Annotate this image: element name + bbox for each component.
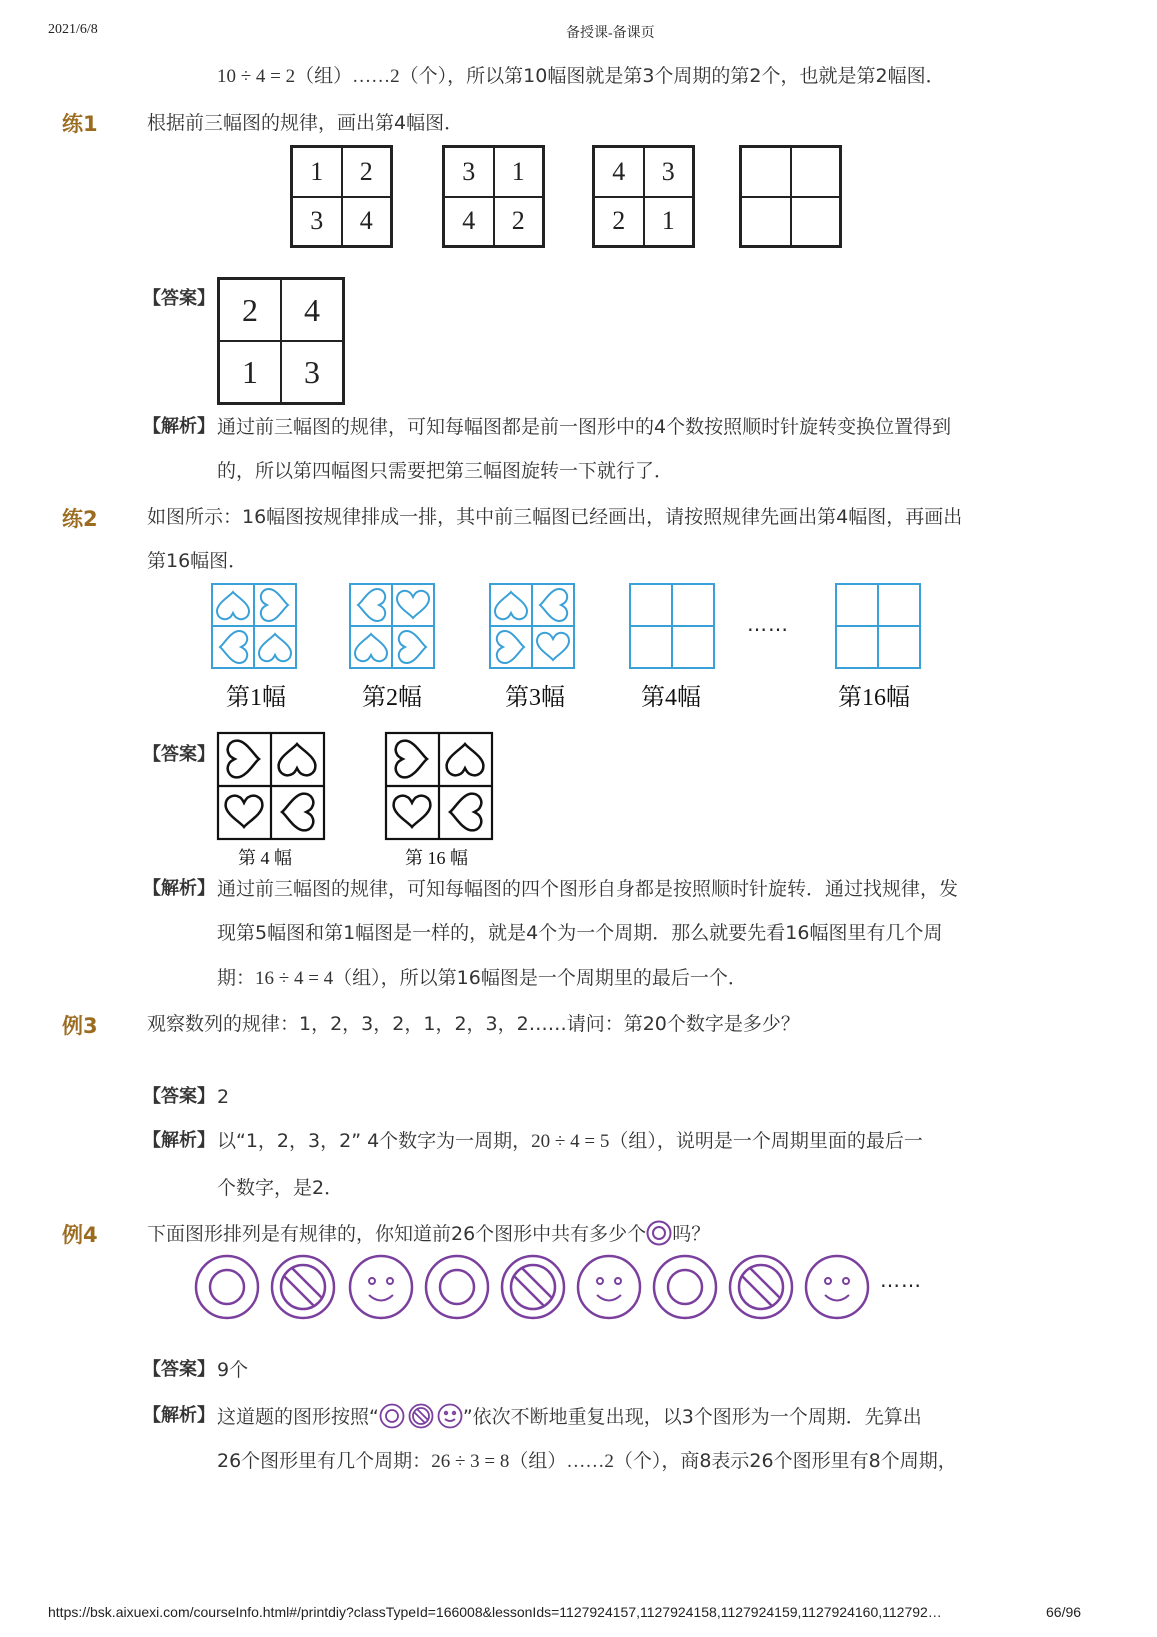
ex2-caption-3: 第3幅 [505, 685, 565, 711]
ex1-figure-1-cell: 2 [342, 147, 392, 197]
ex2-question-line-1: 如图所示：16幅图按规律排成一排，其中前三幅图已经画出，请按照规律先画出第4幅图，再画出 [147, 506, 963, 528]
ex1-figure-4-cell [791, 147, 841, 197]
ex2-ellipsis: …… [747, 612, 789, 636]
ex1-answer-cell: 4 [281, 279, 343, 341]
ex1-figure-2-cell: 2 [494, 197, 544, 247]
ex1-figure-2-cell: 3 [444, 147, 494, 197]
top-formula: 10 ÷ 4 = 2（组）……2（个） [217, 66, 448, 87]
ex4-analysis-pre: 这道题的图形按照“ [217, 1406, 379, 1428]
heart-figure-16-blank [836, 584, 920, 668]
ex2-answer-caption-16: 第 16 幅 [405, 848, 468, 868]
smile-icon [806, 1256, 868, 1318]
exercise-1-label: 练1 [62, 112, 98, 136]
example-4-label: 例4 [62, 1223, 98, 1247]
top-continuation-line [217, 63, 945, 90]
footer-url: https://bsk.aixuexi.com/courseInfo.html#/printdiy?classTypeId=166008&lessonIds=1127924157,1127924158,1127924159,1127924160,112792… [48, 1604, 942, 1620]
heart-figure-1 [212, 584, 296, 668]
ex4-inline-cycle-icons [379, 1403, 463, 1429]
ex1-figure-1-cell: 1 [292, 147, 342, 197]
ex1-figure-4-cell [741, 147, 791, 197]
ex1-figure-4-cell [741, 197, 791, 247]
ex3-analysis-line-1 [217, 1128, 923, 1155]
ex4-analysis-post: ”依次不断地重复出现，以3个图形为一个周期．先算出 [462, 1406, 922, 1428]
ex1-figure-3-cell: 2 [594, 197, 644, 247]
ex4-answer-tag: 【答案】 [143, 1359, 215, 1380]
ex3-analysis-formula: 20 ÷ 4 = 5（组） [531, 1131, 657, 1152]
ex1-figure-3-cell: 1 [644, 197, 694, 247]
ex4-ellipsis: …… [880, 1268, 922, 1292]
ex3-answer: 2 [217, 1086, 230, 1108]
top-text: ，所以第10幅图就是第3个周期的第2个，也就是第2幅图． [447, 65, 945, 87]
ex3-question: 观察数列的规律：1，2，3，2，1，2，3，2……请问：第20个数字是多少？ [147, 1013, 800, 1035]
ex1-figure-3-cell: 4 [594, 147, 644, 197]
ex2-analysis-line-1: 通过前三幅图的规律，可知每幅图的四个图形自身都是按照顺时针旋转．通过找规律，发 [217, 878, 959, 900]
ex2-question-line-2: 第16幅图． [147, 550, 248, 572]
answer-figure-4 [218, 733, 324, 839]
ring-icon [426, 1256, 488, 1318]
prohibit-icon [730, 1256, 792, 1318]
ex1-figure-3-cell: 3 [644, 147, 694, 197]
exercise-2-label: 练2 [62, 507, 98, 531]
ex1-answer-cell: 1 [219, 341, 281, 403]
prohibit-icon [272, 1256, 334, 1318]
ex1-figure-2-cell: 1 [494, 147, 544, 197]
ex2-analysis-line-3-pre: 期： [217, 967, 256, 989]
exercise-1-question: 根据前三幅图的规律，画出第4幅图． [147, 112, 464, 134]
ex4-question-post: 吗？ [672, 1223, 711, 1245]
ex1-answer-cell: 2 [219, 279, 281, 341]
ex2-caption-1: 第1幅 [226, 685, 286, 711]
ex4-analysis-line-2 [217, 1448, 957, 1475]
smile-icon [578, 1256, 640, 1318]
ring-icon [646, 1220, 672, 1246]
ex1-figure-2-cell: 4 [444, 197, 494, 247]
ex1-figure-1 [290, 145, 393, 248]
print-date: 2021/6/8 [48, 22, 98, 37]
ex4-analysis-line-2-pre: 26个图形里有几个周期： [217, 1450, 432, 1472]
ex2-caption-4: 第4幅 [641, 685, 701, 711]
smile-icon [350, 1256, 412, 1318]
ex2-caption-2: 第2幅 [362, 685, 422, 711]
heart-figure-2 [350, 584, 434, 668]
heart-figure-3 [490, 584, 574, 668]
ex1-figure-1-cell: 3 [292, 197, 342, 247]
example-3-label: 例3 [62, 1014, 98, 1038]
ex4-question-pre: 下面图形排列是有规律的，你知道前26个图形中共有多少个 [147, 1223, 647, 1245]
ex2-heart-figures [200, 575, 940, 715]
ex1-figure-3 [592, 145, 695, 248]
ex1-figure-2 [442, 145, 545, 248]
ex4-analysis-formula: 26 ÷ 3 = 8（组）……2（个） [431, 1451, 662, 1472]
ex2-analysis-tag: 【解析】 [143, 878, 215, 899]
ex1-analysis-line-2: 的，所以第四幅图只需要把第三幅图旋转一下就行了． [217, 460, 674, 482]
ex2-analysis-line-2: 现第5幅图和第1幅图是一样的，就是4个为一个周期．那么就要先看16幅图里有几个周 [217, 922, 943, 944]
answer-figure-16 [386, 733, 492, 839]
prohibit-icon [502, 1256, 564, 1318]
ex1-figure-1-cell: 4 [342, 197, 392, 247]
ex4-question [147, 1220, 710, 1247]
ex3-analysis-line-2: 个数字，是2． [217, 1177, 344, 1199]
ex3-analysis-pre: 以“1，2，3，2” 4个数字为一周期， [217, 1130, 532, 1152]
ex4-analysis-line-2-post: ，商8表示26个图形里有8个周期， [661, 1450, 957, 1472]
ex1-figure-4-cell [791, 197, 841, 247]
ex1-answer-tag: 【答案】 [143, 288, 215, 309]
ex1-figure-4-blank [739, 145, 842, 248]
ex2-analysis-line-3-post: ，所以第16幅图是一个周期里的最后一个． [380, 967, 747, 989]
ex2-answer-tag: 【答案】 [143, 744, 215, 765]
ex1-answer-cell: 3 [281, 341, 343, 403]
ex2-analysis-formula: 16 ÷ 4 = 4（组） [255, 968, 381, 989]
ex3-answer-tag: 【答案】 [143, 1086, 215, 1107]
ex4-answer: 9个 [217, 1359, 249, 1381]
ring-icon [654, 1256, 716, 1318]
ex2-answer-figures [210, 728, 510, 846]
ex1-answer-figure [217, 277, 345, 405]
ex4-analysis-tag: 【解析】 [143, 1405, 215, 1426]
ex3-analysis-post: ，说明是一个周期里面的最后一 [656, 1130, 923, 1152]
ring-icon [196, 1256, 258, 1318]
ex1-analysis-line-1: 通过前三幅图的规律，可知每幅图都是前一图形中的4个数按照顺时针旋转变换位置得到 [217, 416, 952, 438]
ex4-symbol-sequence [185, 1250, 885, 1330]
ex2-analysis-line-3 [217, 965, 747, 992]
ex4-analysis-line-1 [217, 1403, 922, 1430]
page-header-title: 备授课-备课页 [566, 26, 655, 41]
footer-page-number: 66/96 [1046, 1604, 1082, 1620]
ex3-analysis-tag: 【解析】 [143, 1130, 215, 1151]
ex2-caption-16: 第16幅 [838, 685, 910, 711]
ex2-answer-caption-4: 第 4 幅 [238, 848, 292, 868]
ex1-analysis-tag: 【解析】 [143, 416, 215, 437]
heart-figure-4-blank [630, 584, 714, 668]
